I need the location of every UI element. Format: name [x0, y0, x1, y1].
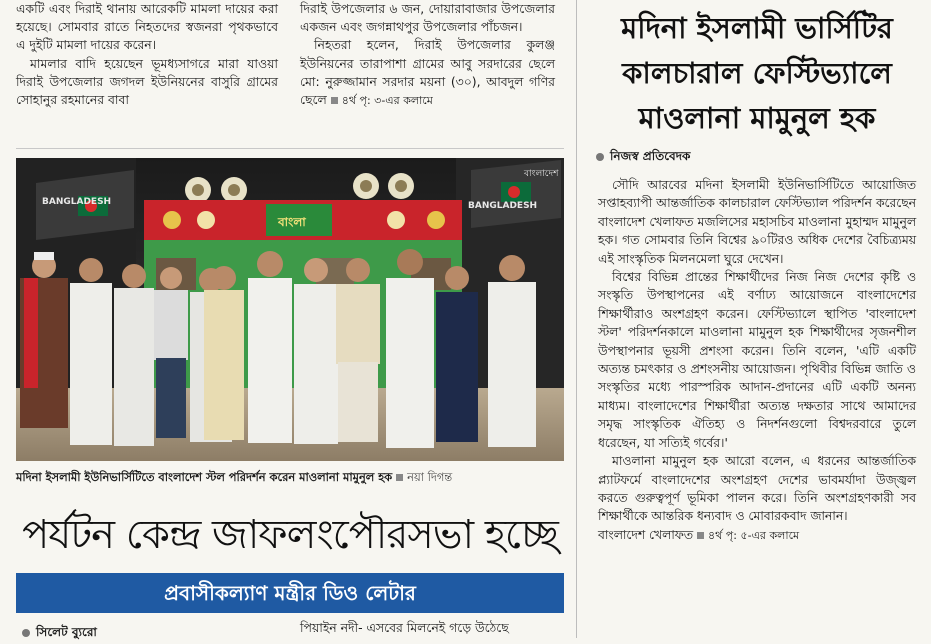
top-middle-column	[300, 0, 555, 110]
paragraph: দিরাই উপজেলার ৬ জন, দোয়ারাবাজার উপজেলার একজন এবং জগন্নাথপুর উপজেলার পাঁচজন।	[300, 1, 555, 35]
paragraph: বিশ্বের বিভিন্ন প্রান্তের শিক্ষার্থীদের নিজ নিজ দেশের কৃষ্টি ও সংস্কৃতি উপস্থাপনের এই বর্ণাঢ্য আয়োজনে বাংলাদেশের শিক্ষার্থীরাও অংশগ্রহণ করেন। ফেস্টিভ্যালে স্থাপিত 'বাংলাদেশ স্টল' পরিদর্শনকালে মাওলানা মামুনুল হক শিক্ষার্থীদের সৃজনশীল উপস্থাপনার ভূয়সী প্রশংসা করেন। তিনি বলেন, 'এটি একটি অত্যন্ত চমৎকার ও প্রশংসনীয় আয়োজন। পৃথিবীর বিভিন্ন জাতি ও সংস্কৃতির মধ্যে পারস্পরিক আদান-প্রদানের এটি একটি অনন্য মাধ্যম। বাংলাদেশের শিক্ষার্থীরা অত্যন্ত দক্ষতার সাথে আমাদের সমৃদ্ধ সাংস্কৃতিক ঐতিহ্য ও নিদর্শনগুলো বিশ্বদরবারে তুলে ধরেছেন, যা সত্যিই গর্বের।'	[598, 270, 916, 450]
sign-text: BANGLADESH	[468, 201, 538, 211]
paragraph	[598, 526, 916, 545]
continued-reference	[327, 94, 433, 107]
paragraph-text: বাংলাদেশ খেলাফত	[598, 527, 694, 542]
headline-line: মদিনা ইসলামী ভার্সিটির	[621, 11, 893, 45]
byline-text: নিজস্ব প্রতিবেদক	[610, 149, 691, 163]
sign-text: বাংলাদেশ	[524, 169, 559, 179]
news-photo	[16, 158, 564, 461]
right-byline	[596, 148, 690, 168]
byline-text: সিলেট ব্যুরো	[36, 625, 97, 639]
lower-banner: প্রবাসীকল্যাণ মন্ত্রীর ডিও লেটার	[16, 573, 564, 613]
paragraph: একটি এবং দিরাই থানায় আরেকটি মামলা দায়ের করা হয়েছে। সোমবার রাতে নিহতদের স্বজনরা পৃথকভাবে এ দুইটি মামলা দায়ের করেন।	[16, 1, 278, 53]
headline-line: মাওলানা মামুনুল হক	[638, 101, 876, 135]
paragraph: মাওলানা মামুনুল হক আরো বলেন, এ ধরনের আন্তর্জাতিক প্ল্যাটফর্মে বাংলাদেশের অংশগ্রহণ দেশের ভাবমর্যাদা উজ্জ্বল করতে গুরুত্বপূর্ণ ভূমিকা পালন করে। তিনি অংশগ্রহণকারী সব শিক্ষার্থীকে আন্তরিক ধন্যবাদ ও মোবারকবাদ জানান।	[598, 454, 916, 524]
paragraph: সৌদি আরবের মদিনা ইসলামী ইউনিভার্সিটিতে আয়োজিত সপ্তাহব্যাপী আন্তর্জাতিক কালচারাল ফেস্টিভ্যাল পরিদর্শন করেছেন বাংলাদেশ খেলাফত মজলিসের মহাসচিব মাওলানা মুহাম্মদ মামুনুল হক। গত সোমবার তিনি বিশ্বের ৯০টিরও অধিক দেশের বৈচিত্র্যময় এই সাংস্কৃতিক মিলনমেলা ঘুরে দেখেন।	[598, 178, 916, 266]
continued-text: ৪র্থ পৃ: ৩-এর কলামে	[341, 94, 433, 108]
headline-line: কালচারাল ফেস্টিভ্যালে	[622, 56, 892, 90]
caption-text: মদিনা ইসলামী ইউনিভার্সিটিতে বাংলাদেশ স্টল পরিদর্শন করেন মাওলানা মামুনুল হক	[16, 470, 393, 484]
top-left-column	[16, 0, 278, 109]
continued-reference	[693, 529, 799, 542]
lower-byline	[22, 624, 97, 644]
paragraph: মামলার বাদি হয়েছেন ভূমধ্যসাগরে মারা যাওয়া দিরাই উপজেলার জগদল ইউনিয়নের বাসুরি গ্রামের সোহানুর রহমানের বাবা	[16, 55, 278, 108]
continued-text: ৪র্থ পৃ: ৫-এর কলামে	[708, 528, 800, 542]
paragraph-text: নিহতরা হলেন, দিরাই উপজেলার কুলঞ্জ ইউনিয়নের তারাপাশা গ্রামের আবু সরদারের ছেলে মো: নুরুজ্জামান সরদার ময়না (৩০), আবদুল গণির ছেলে	[300, 37, 555, 108]
photo-caption	[16, 469, 564, 488]
column-divider	[576, 0, 577, 638]
lower-headline: পর্যটন কেন্দ্র জাফলংপৌরসভা হচ্ছে	[22, 512, 558, 558]
right-headline	[592, 6, 922, 141]
bullet-icon	[22, 629, 30, 637]
stall-label: বাংলা	[278, 215, 306, 229]
paragraph	[300, 36, 555, 110]
section-divider	[16, 148, 564, 149]
bullet-icon	[596, 153, 604, 161]
sign-text: BANGLADESH	[42, 197, 112, 207]
caption-source: নয়া দিগন্ত	[407, 470, 453, 484]
lower-body-start: পিয়াইন নদী- এসবের মিলনেই গড়ে উঠেছে	[300, 620, 509, 635]
right-story-body	[598, 176, 916, 545]
